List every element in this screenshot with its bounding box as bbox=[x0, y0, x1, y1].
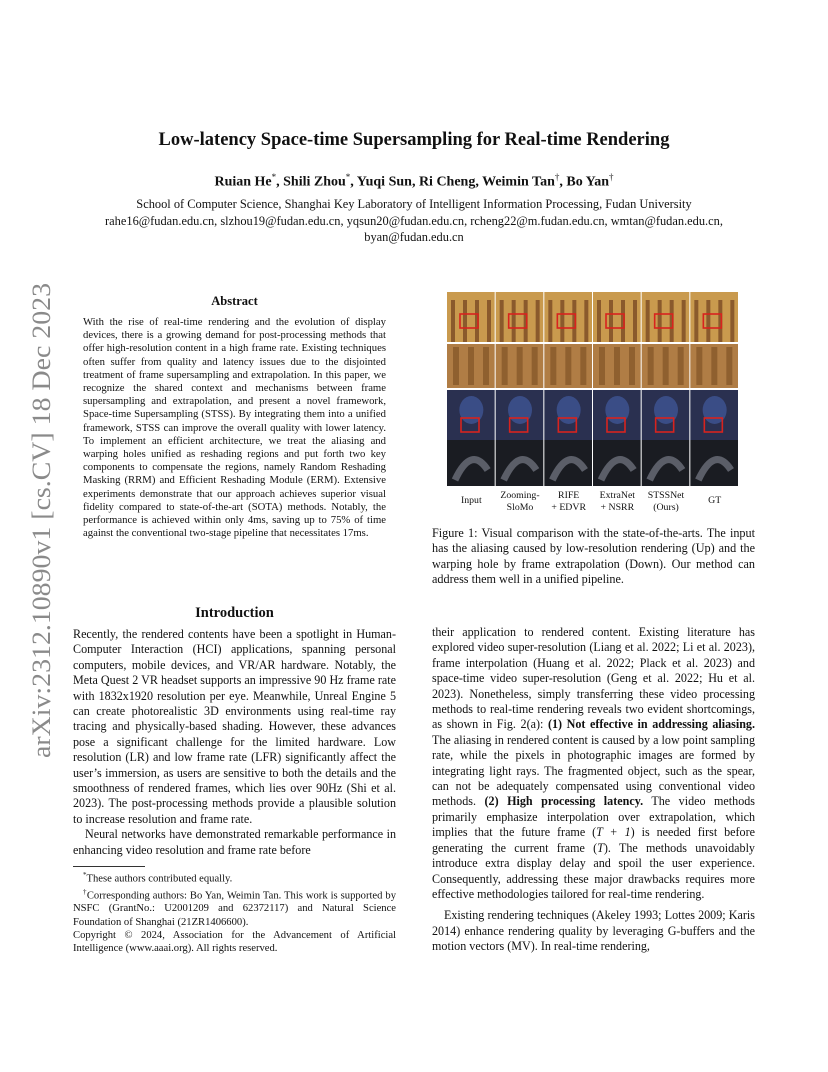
author-name: Shili Zhou bbox=[283, 174, 346, 190]
pillar-shape bbox=[487, 300, 491, 342]
pillar-zoom bbox=[678, 347, 684, 385]
pillar-zoom bbox=[550, 347, 556, 385]
figure-column-label: GT bbox=[708, 495, 722, 506]
pillar-shape bbox=[633, 300, 637, 342]
paper-title: Low-latency Space-time Supersampling for Real-time Rendering bbox=[158, 130, 670, 150]
right-column-text bbox=[432, 625, 755, 955]
pillar-shape bbox=[512, 300, 516, 342]
arxiv-stamp bbox=[22, 283, 58, 758]
footnote-rule bbox=[73, 866, 145, 867]
figure-column-label: RIFE + EDVR bbox=[551, 490, 586, 513]
author-list: Ruian He*, Shili Zhou*, Yuqi Sun, Ri Cheng, Weimin Tan†, Bo Yan† bbox=[214, 172, 614, 190]
footnote-corresponding: †Corresponding authors: Bo Yan, Weimin Tan. This work is supported by NSFC (GrantNo.: U2001209 and 62372117) and Natural Science Foundation of Shanghai (21ZR1406600). bbox=[73, 887, 396, 928]
pillar-shape bbox=[706, 300, 710, 342]
figure-column-label: Zooming- SloMo bbox=[500, 490, 540, 513]
pillar-zoom bbox=[453, 347, 459, 385]
pillar-zoom bbox=[648, 347, 654, 385]
pillar-shape bbox=[560, 300, 564, 342]
figure-1-image bbox=[447, 292, 739, 486]
abstract-text: With the rise of real-time rendering and the evolution of display devices, there is a growing demand for post-processing methods that offer high-resolution content in a high frame rate. Existing techniques often suffer from quality and latency issues due to the disjointed treatment of frame supersampling and extrapolation. In this paper, we recognize the shared context and mechanisms between frame supersampling and extrapolation, and present a novel framework, Space-time Supersampling (STSS). By integrating them into a unified framework, STSS can improve the overall quality with lower latency. To implement an efficient architecture, we treat the aliasing and warping holes unified as reshading regions and put forth two key components to compensate the regions, namely Random Reshading Masking (RRM) and Efficient Reshading Module (ERM). Extensive experiments demonstrate that our approach achieves superior visual fidelity compared to state-of-the-art (SOTA) methods. Notably, the performance is achieved within only 4ms, saving up to 75% of time against the conventional two-stage pipeline that necessitates 17ms. bbox=[83, 316, 386, 540]
pillar-zoom bbox=[468, 347, 474, 385]
abstract-heading: Abstract bbox=[211, 294, 258, 308]
figure-column-label: STSSNet (Ours) bbox=[647, 490, 685, 513]
pillar-shape bbox=[609, 300, 613, 342]
pillar-zoom bbox=[532, 347, 538, 385]
author-name: Ri Cheng bbox=[418, 174, 476, 190]
pillar-shape bbox=[646, 300, 650, 342]
introduction-heading: Introduction bbox=[195, 605, 274, 621]
intro-left-column bbox=[73, 627, 396, 858]
author-mark: † bbox=[609, 172, 614, 182]
email-line: byan@fudan.edu.cn bbox=[364, 230, 464, 244]
paragraph: Neural networks have demonstrated remarkable performance in enhancing video resolution and frame rate before bbox=[73, 827, 396, 857]
pillar-shape bbox=[548, 300, 552, 342]
pillar-shape bbox=[730, 300, 734, 342]
paragraph: Existing rendering techniques (Akeley 1993; Lottes 2009; Karis 2014) enhance rendering quality by leveraging G-buffers and the motion vectors (MV). In real-time rendering, bbox=[432, 908, 755, 954]
pillar-zoom bbox=[483, 347, 489, 385]
arxiv-stamp-svg bbox=[22, 283, 58, 758]
author-name: Ruian He bbox=[214, 174, 272, 190]
pillar-zoom bbox=[663, 347, 669, 385]
author-name: Yuqi Sun bbox=[356, 174, 412, 190]
pillar-zoom bbox=[502, 347, 508, 385]
paragraph: Recently, the rendered contents have been a spotlight in Human-Computer Interaction (HCI) applications, spanning personal computers, mobile devices, and VR/AR hardware. Notably, the Meta Quest 2 VR headset supports an impressive 90 Hz frame rate with 1832x1920 resolution per eye. Meanwhile, Unreal Engine 5 can create photorealistic 3D environments using real-time ray tracing and physically-based shading. However, these advances pose a significant challenge for the limited hardware. Low resolution (LR) and low frame rate (LFR) significantly affect the user’s immersion, as users are sensitive to both the details and the smoothness of rendered frames, which lies over 90Hz (Shi et al. 2023). The post-processing methods provide a plausible solution to increase resolution and frame rate. bbox=[73, 627, 396, 826]
footnotes bbox=[73, 869, 396, 955]
author-mark: † bbox=[554, 172, 560, 182]
author-mark: * bbox=[271, 172, 277, 182]
copyright-notice: Copyright © 2024, Association for the Advancement of Artificial Intelligence (www.aaai.org). All rights reserved. bbox=[73, 929, 396, 955]
author-name: Weimin Tan bbox=[482, 174, 555, 190]
figure-column-label: Input bbox=[461, 495, 482, 506]
figure-1-caption: Figure 1: Visual comparison with the state-of-the-arts. The input has the aliasing caused by low-resolution rendering (Up) and the warping hole by frame extrapolation (Down). Our method can address them well in a unified pipeline. bbox=[432, 526, 755, 587]
pillar-zoom bbox=[580, 347, 586, 385]
pillar-shape bbox=[682, 300, 686, 342]
pillar-zoom bbox=[629, 347, 635, 385]
pillar-zoom bbox=[517, 347, 523, 385]
author-name: Bo Yan bbox=[566, 174, 610, 190]
pillar-shape bbox=[584, 300, 588, 342]
paragraph: their application to rendered content. Existing literature has explored video super-resolution (Liang et al. 2022; Li et al. 2023), frame interpolation (Huang et al. 2022; Plack et al. 2023) and space-time video super-resolution (Geng et al. 2022; Hu et al. 2023). Nonetheless, simply transferring these video processing methods to real-time rendering reveals two evident shortcomings, as shown in Fig. 2(a): (1) Not effective in addressing aliasing. The aliasing in rendered content is caused by a low point sampling rate, while the pixels in photographic images are formed by integrating light rays. The fragmented object, such as the spear, can not be adequately compensated using conventional video methods. (2) High processing latency. The video methods primarily emphasize interpolation over extrapolation, which implies that the future frame (T + 1) is needed first before generating the current frame (T). The methods unavoidably introduce extra display delay and spoil the user experience. Consequently, addressing these major drawbacks requires more effective methodologies tailored for real-time rendering. bbox=[432, 625, 756, 901]
affiliation-line: School of Computer Science, Shanghai Key Laboratory of Intelligent Information Processing, Fudan University bbox=[136, 197, 692, 211]
email-line: rahe16@fudan.edu.cn, slzhou19@fudan.edu.cn, yqsun20@fudan.edu.cn, rcheng22@m.fudan.edu.cn, wmtan@fudan.edu.cn, bbox=[105, 213, 723, 228]
pillar-shape bbox=[658, 300, 662, 342]
arxiv-id: arXiv:2312.10890v1 [cs.CV] 18 Dec 2023 bbox=[27, 314, 56, 758]
pillar-shape bbox=[463, 300, 467, 342]
pillar-zoom bbox=[696, 347, 702, 385]
footnote-equal: *These authors contributed equally. bbox=[83, 871, 233, 885]
figure-1-column-labels bbox=[447, 490, 739, 516]
author-mark: * bbox=[345, 172, 351, 182]
figure-column-label: ExtraNet + NSRR bbox=[599, 490, 636, 513]
pillar-zoom bbox=[599, 347, 605, 385]
pillar-zoom bbox=[726, 347, 732, 385]
pillar-shape bbox=[500, 300, 504, 342]
affiliation-block bbox=[60, 196, 768, 246]
pillar-shape bbox=[536, 300, 540, 342]
pillar-zoom bbox=[614, 347, 620, 385]
pillar-zoom bbox=[565, 347, 571, 385]
pillar-shape bbox=[694, 300, 698, 342]
figure-1-grid bbox=[447, 292, 739, 486]
pillar-shape bbox=[451, 300, 455, 342]
pillar-shape bbox=[597, 300, 601, 342]
pillar-zoom bbox=[711, 347, 717, 385]
